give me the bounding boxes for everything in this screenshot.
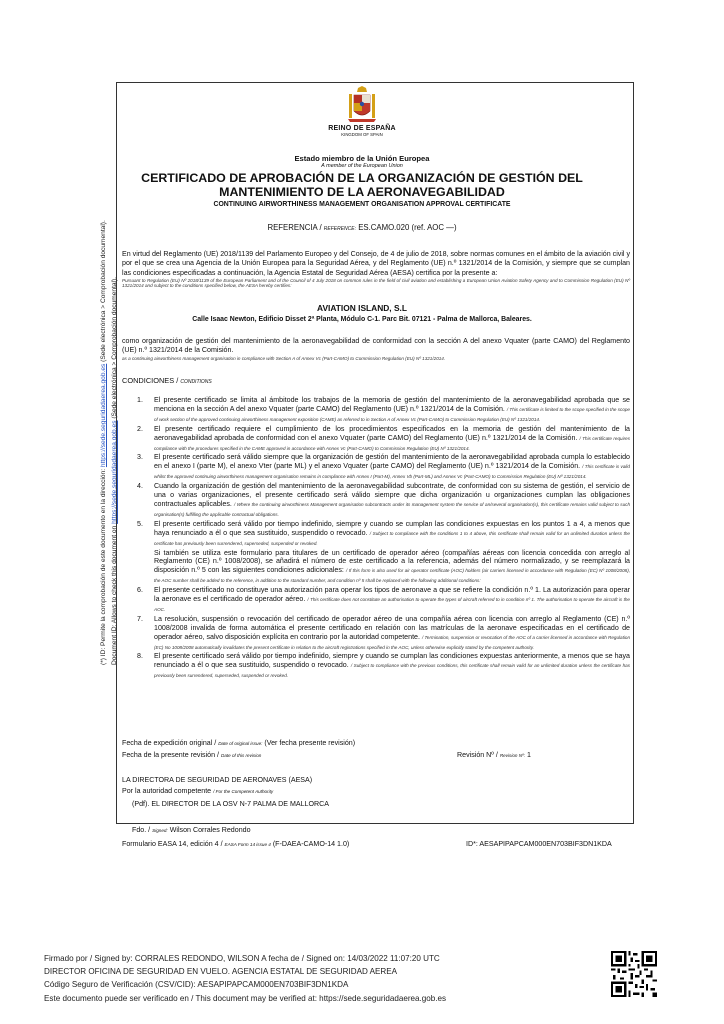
condition-body [154, 586, 630, 615]
condition-item [137, 652, 630, 681]
condition-text-en: / This certificate is valid whilst the approved continuing airworthiness management organisation remains in compliance with Annex I (Part-M), Annex Vb (Part-ML) and Annex Vc (Part-CAMO) to Commission Regulation (EU) Nº 1321/2014. [154, 464, 630, 480]
condition-item [137, 396, 630, 425]
condition-text-es: Cuando la organización de gestión del mantenimiento de la aeronavegabilidad subcontrate, de conformidad con su sistema de gestión, el servicio de una o varias organizaciones, el presente certificado será válido siempre que dicha organización u organizaciones cumplan las obligaciones contractuales aplicables. [154, 482, 630, 508]
verification-suffix-en: (Sede electrónica > Comprobación documental). [111, 276, 118, 419]
issue-date-value: (Ver fecha presente revisión) [264, 739, 356, 747]
intro-en: Pursuant to Regulation (EU) Nº 2018/1139 of the European Parliament and of the Council of 4 July 2018 on common rules in the field of civil aviation and establishing a European Union Aviation Safety Agency and to Commission Regulation (EU) Nº 1321/2014 and subject to the conditions specified below, the AESA hereby certifies: [122, 277, 630, 289]
condition-text-en: / This certificate does not constitute an authorisation to operate the types of aircraft referred to in condition nº 1. The authorisation to operate the aircraft is the AOC. [154, 597, 630, 612]
competent-authority-line [122, 787, 273, 795]
condition-text-es: El presente certificado requiere el cumplimiento de los procedimientos especificados en la memoria de gestión del mantenimiento de la aeronavegabilidad aprobada de conformidad con el anexo Vquater (parte CAMO) del Reglamento (UE) n.º 1321/2014 de la Comisión. [154, 424, 630, 442]
issue-date-label-en: Date of original issue: [218, 741, 263, 746]
conditions-title: CONDICIONES / [122, 376, 179, 385]
condition-text-en: / This certificate is limited to the scope specified in the scope of work section of the approved continuing airworthiness management exposition (CAME) as referred to in Section A of Annex Vc (Part-CAMO) to Commission Regulation (EU) Nº 1321/2014. [154, 406, 630, 422]
revision-date-label: Fecha de la presente revisión / [122, 751, 220, 759]
condition-item [137, 453, 630, 482]
authority-title: LA DIRECTORA DE SEGURIDAD DE AERONAVES (AESA) [122, 776, 313, 784]
verification-text-es: (*) ID: Permite la comprobación de este documento en la dirección: [100, 468, 107, 665]
organisation-address: Calle Isaac Newton, Edificio Disset 2ª Planta, Módulo C-1. Parc Bit. 07121 - Palma de Mallorca, Baleares. [192, 316, 532, 323]
condition-item [137, 520, 630, 586]
condition-body [154, 425, 630, 454]
kingdom-en: KINGDOM OF SPAIN [341, 132, 383, 137]
condition-text-en: / Subject to compliance with the conditions 1 to 4 above, this certificate shall remain valid for an unlimited duration unless the certificate has previously been surrendered, superseded, suspended or revoked. [154, 530, 630, 546]
competent-authority-label: Por la autoridad competente [122, 787, 212, 795]
condition-extra [154, 549, 630, 587]
conditions-list [137, 396, 630, 681]
revision-number-label: Revisión Nº / [457, 751, 498, 759]
footer-office: DIRECTOR OFICINA DE SEGURIDAD EN VUELO. AGENCIA ESTATAL DE SEGURIDAD AEREA [44, 967, 398, 977]
condition-body [154, 396, 630, 425]
condition-number: 7. [137, 614, 143, 623]
signed-line [132, 826, 251, 834]
spain-coat-of-arms-icon [347, 86, 377, 124]
reference-label-en: REFERENCE: [323, 226, 357, 232]
footer-csv: Código Seguro de Verificación (CSV/CID): AESAPIPAPCAM000EN703BIF3DN1KDA [44, 980, 349, 990]
organisation-block [125, 303, 599, 323]
condition-number: 4. [137, 482, 143, 491]
intro-es: En virtud del Reglamento (UE) 2018/1139 del Parlamento Europeo y del Consejo, de 4 de julio de 2018, sobre normas comunes en el ámbito de la aviación civil y por el que se crea una Agencia de la Unión Europea para la Seguridad Aérea, y del Reglamento (UE) n.º 1321/2014 de la Comisión, y siempre que se cumplan las condiciones especificadas a continuación, la Agencia Estatal de Seguridad Aérea (AESA) certifica por la presente a: [122, 250, 630, 277]
condition-body [154, 615, 630, 653]
condition-text-es: El presente certificado no constituye una autorización para operar los tipos de aeronave a que se refiere la condición n.º 1. La autorización para operar la aeronave es el certificado de operador aéreo. [154, 586, 630, 604]
scope-en: as a continuing airworthiness management organisation in compliance with Section A of Annex Vc (Part-CAMO) to Commission Regulation (EU) Nº 1321/2014. [122, 355, 446, 361]
condition-number: 5. [137, 519, 143, 528]
condition-item [137, 615, 630, 653]
kingdom-es: REINO DE ESPAÑA [328, 125, 396, 132]
condition-text-es: El presente certificado será válido siempre que la organización de gestión del mantenimiento de la aeronavegabilidad aprobada cumpla lo establecido en el anexo I (parte M), el anexo Vter (parte ML) y el anexo Vquater (parte CAMO) del Reglamento (UE) n.º 1321/2014 de la Comisión. [154, 453, 630, 471]
title-en: CONTINUING AIRWORTHINESS MANAGEMENT ORGANISATION APPROVAL CERTIFICATE [213, 201, 511, 208]
footer-verify: Este documento puede ser verificado en / This document may be verified at: https://sede.seguridadaerea.gob.es [44, 993, 447, 1003]
scope-paragraph [122, 337, 630, 361]
revision-date-line [122, 751, 261, 759]
conditions-title-en: CONDITIONS [180, 379, 212, 385]
form-code: (F-DAEA-CAMO-14 1.0) [272, 840, 350, 848]
verification-suffix-es: (Sede electrónica > Comprobación documental). [100, 220, 107, 362]
verification-text-en: Document ID: Allows to check this document on [111, 525, 118, 665]
scope-es: como organización de gestión del mantenimiento de la aeronavegabilidad de conformidad con la sección A del anexo Vquater (parte CAMO) del Reglamento (UE) n.º 1321/2014 de la Comisión. [122, 337, 630, 355]
form-label: Formulario EASA 14, edición 4 / [122, 840, 223, 848]
signed-value: Wilson Corrales Redondo [169, 826, 251, 834]
signature-footer [44, 952, 446, 1005]
condition-text-en: / This certificate requires compliance with the procedures specified in the CAME approved in accordance with Annex Vc (Part-CAMO) to Commission Regulation (EU) Nº 1321/2014. [154, 435, 630, 451]
verification-link-en[interactable]: https://sede.seguridadaerea.gob.es [111, 420, 118, 524]
form-line [122, 840, 349, 848]
condition-body [154, 520, 630, 586]
verification-line-es [98, 195, 109, 665]
title-line-2: MANTENIMIENTO DE LA AERONAVEGABILIDAD [219, 184, 505, 199]
issue-date-label: Fecha de expedición original / [122, 739, 217, 747]
member-state-es: Estado miembro de la Unión Europea [294, 154, 430, 163]
competent-authority-label-en: / For the Competent Authority [213, 789, 274, 794]
condition-body [154, 652, 630, 681]
page-title [125, 172, 599, 199]
document-id: ID*: AESAPIPAPCAM000EN703BIF3DN1KDA [466, 840, 612, 848]
conditions-heading [122, 376, 212, 385]
condition-item [137, 425, 630, 454]
condition-body [154, 482, 630, 520]
condition-extra-en: / If this form is also used for air operator certificate (AOC) holders (air carriers licensed in accordance with Regulation (EC) Nº 1008/2008), the AOC number shall be added to the reference, in addition to the standard number, and condition nº 5 shall be replaced with the following additional conditions: [154, 568, 630, 584]
condition-item [137, 586, 630, 615]
verification-link-es[interactable]: https://sede.seguridadaerea.gob.es [100, 363, 107, 468]
condition-text-en: / Subject to compliance with the previous conditions, this certificate shall remain valid for an unlimited duration unless the certificate has previously been surrendered, superseded, suspended or revoked. [154, 663, 630, 679]
condition-text-es: El presente certificado se limita al ámbitode los trabajos de la memoria de gestión del mantenimiento de la aeronavegabilidad aprobada que se menciona en la sección A del anexo Vquater (parte CAMO) del Reglamento (UE) n.º 1321/2014 de la Comisión. [154, 396, 630, 413]
condition-number: 1. [137, 396, 143, 404]
revision-number-value: 1 [526, 751, 531, 759]
condition-number: 2. [137, 424, 143, 433]
footer-signed-by: Firmado por / Signed by: CORRALES REDONDO, WILSON A fecha de / Signed on: 14/03/2022 11:07:20 UTC [44, 954, 440, 963]
condition-text-en: / Termination, suspension or revocation of the AOC of a carrier licensed in accordance with Regulation (EC) No 1008/2008 automatically invalidates the present certificate in relation to the aircraft registrations specified in the AOC, unless otherwise explicitly stated by the competent authority. [154, 634, 631, 650]
condition-item [137, 482, 630, 520]
form-label-en: EASA Form 14 issue 4 [224, 842, 271, 847]
delegate-line: (Pdf). EL DIRECTOR DE LA OSV N-7 PALMA DE MALLORCA [132, 800, 329, 808]
issue-date-line [122, 739, 355, 747]
signed-label-en: Signed: [152, 828, 168, 833]
kingdom-heading [262, 125, 462, 137]
condition-text-en: / Where the continuing airworthiness Management organisation subcontracts under its management system the service of an/several organisation(s), this certificate remains valid subject to such organisation(s) fulfilling the applicable contractual obligations. [154, 501, 630, 517]
condition-number: 3. [137, 453, 143, 462]
reference-value: ES.CAMO.020 (ref. AOC —) [358, 223, 457, 232]
condition-body [154, 453, 630, 482]
condition-number: 8. [137, 652, 143, 661]
organisation-name: AVIATION ISLAND, S.L [317, 303, 407, 313]
condition-number: 6. [137, 586, 143, 595]
qr-code-icon [611, 951, 657, 997]
signed-label: Fdo. / [132, 826, 151, 834]
title-block [125, 154, 599, 208]
revision-number-line [457, 751, 531, 759]
reference-label: REFERENCIA / [267, 223, 322, 232]
condition-text-es: La resolución, suspensión o revocación del certificado de operador aéreo de una compañía aérea con licencia con arreglo al Reglamento (CE) n.º 1008/2008 invalida de forma automática el presente certificado en relación con las matrículas de la aeronave especificadas en el certificado de operador aéreo, salvo disposición explícita en contrario por la autoridad competente. [154, 614, 630, 641]
member-state-en: A member of the European Union [321, 163, 403, 169]
condition-extra-es: Si también se utiliza este formulario para titulares de un certificado de operador aéreo (compañías aéreas con licencia concedida con arreglo al Reglamento (CE) n.º 1008/2008), se añadirá el número de este certificado a la referencia, además del número normalizado, y se reemplazará la disposición n.º 5 con las siguientes condiciones adicionales: [154, 548, 630, 575]
intro-paragraph [122, 250, 630, 289]
condition-text-es: El presente certificado será válido por tiempo indefinido, siempre y cuando se cumplan las condiciones expuestas en los puntos 1 a 4, a menos que haya renunciado a él o que sea sustituido, suspendido o revocado. [154, 519, 630, 537]
condition-text-es: El presente certificado será válido por tiempo indefinido, siempre y cuando se cumplan las condiciones expuestas anteriormente, a menos que se haya renunciado a él o que sea sustituido, suspendido o revocado. [154, 652, 630, 670]
revision-date-label-en: Date of this revision [221, 753, 262, 758]
title-line-1: CERTIFICADO DE APROBACIÓN DE LA ORGANIZACIÓN DE GESTIÓN DEL [141, 171, 583, 185]
revision-number-label-en: Revision Nº: [499, 753, 525, 758]
reference-line [125, 223, 599, 232]
